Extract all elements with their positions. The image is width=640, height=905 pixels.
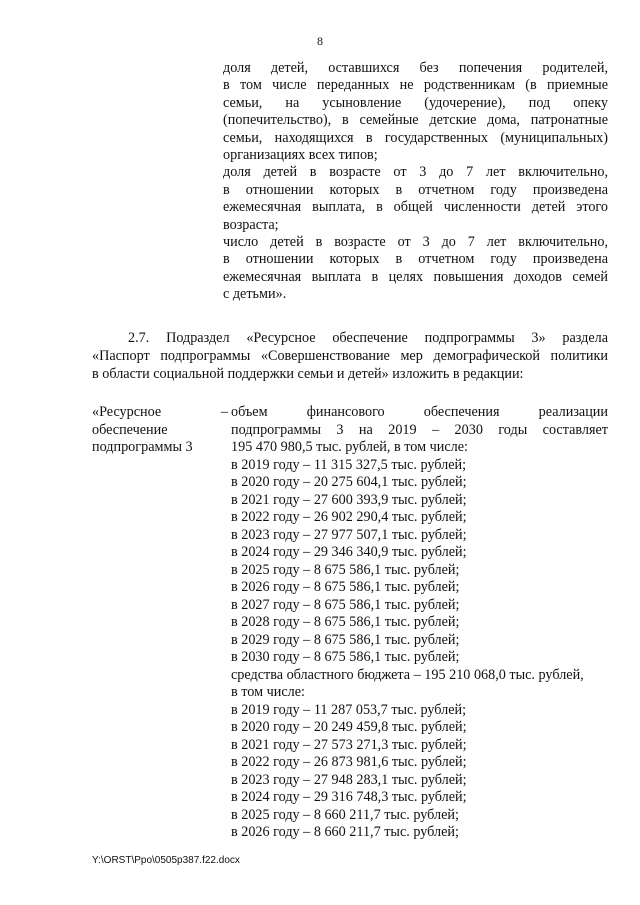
indicators-list <box>223 60 608 304</box>
label-line: обеспечение <box>92 421 168 438</box>
indicator-line: с детьми». <box>223 286 287 303</box>
year-amount: в 2026 году – 8 675 586,1 тыс. рублей; <box>231 579 460 595</box>
resource-label <box>92 404 228 457</box>
indicator-line: ежемесячная выплата, в общей численности детей этого <box>223 199 608 216</box>
indicator-line: ежемесячная выплата в целях повышения доходов семей <box>223 268 608 285</box>
indicator-line: в отношении которых в отчетном году произведена <box>223 251 608 268</box>
year-amount: в 2021 году – 27 600 393,9 тыс. рублей; <box>231 491 467 508</box>
indicator-line: (попечительство), в семейные детские дома, патронатные <box>223 112 608 129</box>
year-amount: в 2028 году – 8 675 586,1 тыс. рублей; <box>231 614 460 630</box>
regional-year-amount: в 2025 году – 8 660 211,7 тыс. рублей; <box>231 806 459 823</box>
year-amount: в 2022 году – 26 902 290,4 тыс. рублей; <box>231 509 467 525</box>
intro-line: 195 470 980,5 тыс. рублей, в том числе: <box>231 439 468 455</box>
year-amount: в 2024 году – 29 346 340,9 тыс. рублей; <box>231 544 467 560</box>
page-number: 8 <box>317 34 323 48</box>
regional-year-amount: в 2021 году – 27 573 271,3 тыс. рублей; <box>231 736 467 753</box>
indicator-line: в отношении которых в отчетном году произведена <box>223 181 608 198</box>
regional-year-amount: в 2020 году – 20 249 459,8 тыс. рублей; <box>231 719 467 735</box>
label-dash: – <box>220 404 228 420</box>
regional-year-amount: в 2026 году – 8 660 211,7 тыс. рублей; <box>231 824 459 840</box>
label-line: «Ресурсное <box>92 404 162 420</box>
regional-budget-line: средства областного бюджета – 195 210 068,0 тыс. рублей, <box>231 666 584 683</box>
indicator-line: возраста; <box>223 216 279 233</box>
paragraph-line: «Паспорт подпрограммы «Совершенствование мер демографической политики <box>92 347 608 364</box>
year-amount: в 2027 году – 8 675 586,1 тыс. рублей; <box>231 596 460 613</box>
paragraph-line: 2.7. Подраздел «Ресурсное обеспечение подпрограммы 3» раздела <box>128 330 608 346</box>
indicator-line: доля детей, оставшихся без попечения родителей, <box>223 60 608 76</box>
regional-year-amount: в 2022 году – 26 873 981,6 тыс. рублей; <box>231 754 467 770</box>
indicator-line: семьи, находящихся в государственных (муниципальных) <box>223 129 608 146</box>
paragraph-line: в области социальной поддержки семьи и детей» изложить в редакции: <box>92 365 524 382</box>
section-2-7-paragraph <box>92 330 608 383</box>
year-amount: в 2029 году – 8 675 586,1 тыс. рублей; <box>231 631 460 648</box>
intro-line: объем финансового обеспечения реализации <box>231 404 608 420</box>
indicator-line: организациях всех типов; <box>223 147 378 164</box>
regional-year-amount: в 2019 году – 11 287 053,7 тыс. рублей; <box>231 701 467 718</box>
resource-values <box>231 404 608 842</box>
year-amount: в 2023 году – 27 977 507,1 тыс. рублей; <box>231 526 467 543</box>
year-amount: в 2019 году – 11 315 327,5 тыс. рублей; <box>231 456 467 473</box>
indicator-line: число детей в возрасте от 3 до 7 лет включительно, <box>223 234 608 251</box>
intro-line: подпрограммы 3 на 2019 – 2030 годы составляет <box>231 421 608 438</box>
file-path-footer: Y:\ORST\Ppo\0505p387.f22.docx <box>92 855 240 866</box>
year-amount: в 2020 году – 20 275 604,1 тыс. рублей; <box>231 474 467 490</box>
year-amount: в 2025 году – 8 675 586,1 тыс. рублей; <box>231 561 460 578</box>
indicator-line: в том числе переданных не родственникам (в приемные <box>223 77 608 94</box>
regional-budget-line: в том числе: <box>231 684 305 700</box>
indicator-line: семьи, на усыновление (удочерение), под опеку <box>223 94 608 111</box>
regional-year-amount: в 2024 году – 29 316 748,3 тыс. рублей; <box>231 789 467 805</box>
regional-year-amount: в 2023 году – 27 948 283,1 тыс. рублей; <box>231 771 467 788</box>
label-line: подпрограммы 3 <box>92 439 193 455</box>
year-amount: в 2030 году – 8 675 586,1 тыс. рублей; <box>231 649 460 665</box>
indicator-line: доля детей в возрасте от 3 до 7 лет включительно, <box>223 164 608 181</box>
